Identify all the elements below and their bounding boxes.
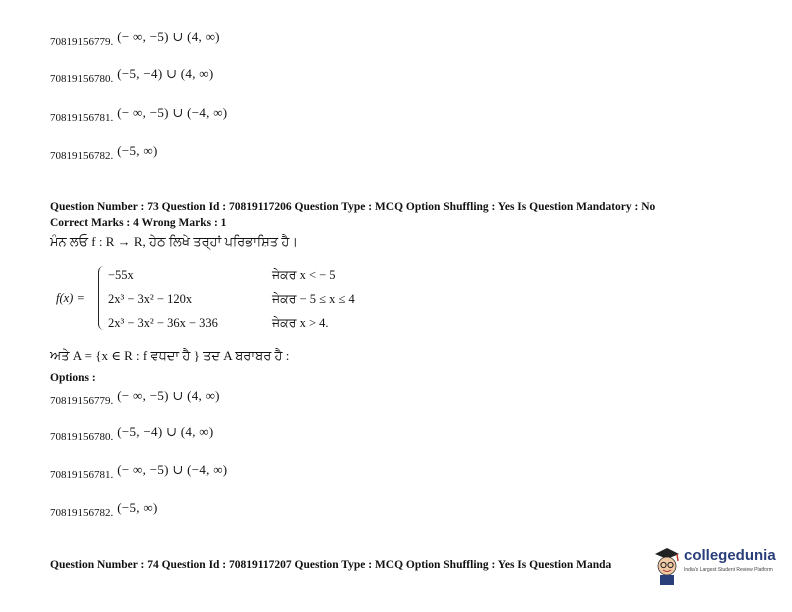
option-item[interactable] [50,462,228,482]
options-label: Options : [50,372,96,384]
option-value: (−5, ∞) [117,500,158,515]
piece-expr: 2x³ − 3x² − 36x − 336 [108,316,218,330]
option-id: 70819156780. [50,73,114,85]
option-value: (−5, −4) ∪ (4, ∞) [117,66,214,81]
option-item[interactable] [50,424,214,444]
option-item[interactable] [50,500,158,520]
option-id: 70819156780. [50,431,114,443]
question-header: Question Number : 73 Question Id : 70819117206 Question Type : MCQ Option Shuffling : Yes Is Question Mandatory : No [50,201,656,213]
option-value: (−5, −4) ∪ (4, ∞) [117,424,214,439]
option-id: 70819156779. [50,36,114,48]
option-item[interactable] [50,388,220,408]
marks-line: Correct Marks : 4 Wrong Marks : 1 [50,217,227,229]
option-item [50,66,214,86]
collegedunia-logo [652,545,782,585]
logo-tagline: India's Largest Student Review Platform [684,567,773,573]
option-value: (− ∞, −5) ∪ (4, ∞) [117,29,220,44]
option-item [50,29,220,49]
option-id: 70819156781. [50,112,114,124]
piece-condition: ਜੇਕਰ − 5 ≤ x ≤ 4 [272,292,355,306]
question-intro: ਮੰਨ ਲਓ f : R → R, ਹੇਠ ਲਿਖੇ ਤਰ੍ਹਾਂ ਪਰਿਭਾਸ਼ਿਤ ਹੈ। [50,234,299,249]
option-value: (− ∞, −5) ∪ (4, ∞) [117,388,220,403]
piece-expr: −55x [108,268,134,282]
next-question-header: Question Number : 74 Question Id : 70819117207 Question Type : MCQ Option Shuffling : Yes Is Question Manda [50,559,612,571]
piece-expr: 2x³ − 3x² − 120x [108,292,193,306]
option-value: (− ∞, −5) ∪ (−4, ∞) [117,105,228,120]
function-label: f(x) = [56,291,85,305]
option-item [50,105,228,125]
option-id: 70819156781. [50,469,114,481]
piecewise-brace [98,266,105,330]
option-value: (−5, ∞) [117,143,158,158]
option-id: 70819156782. [50,507,114,519]
question-followup: ਅਤੇ A = {x ∈ R : f ਵਧਦਾ ਹੈ } ਤਦ A ਬਰਾਬਰ ਹੈ : [50,348,290,363]
option-id: 70819156779. [50,395,114,407]
piece-condition: ਜੇਕਰ x > 4. [272,316,329,330]
logo-name: collegedunia [684,547,776,564]
option-value: (− ∞, −5) ∪ (−4, ∞) [117,462,228,477]
option-id: 70819156782. [50,150,114,162]
option-item [50,143,158,163]
piece-condition: ਜੇਕਰ x < − 5 [272,268,336,282]
mascot-icon [652,545,682,585]
